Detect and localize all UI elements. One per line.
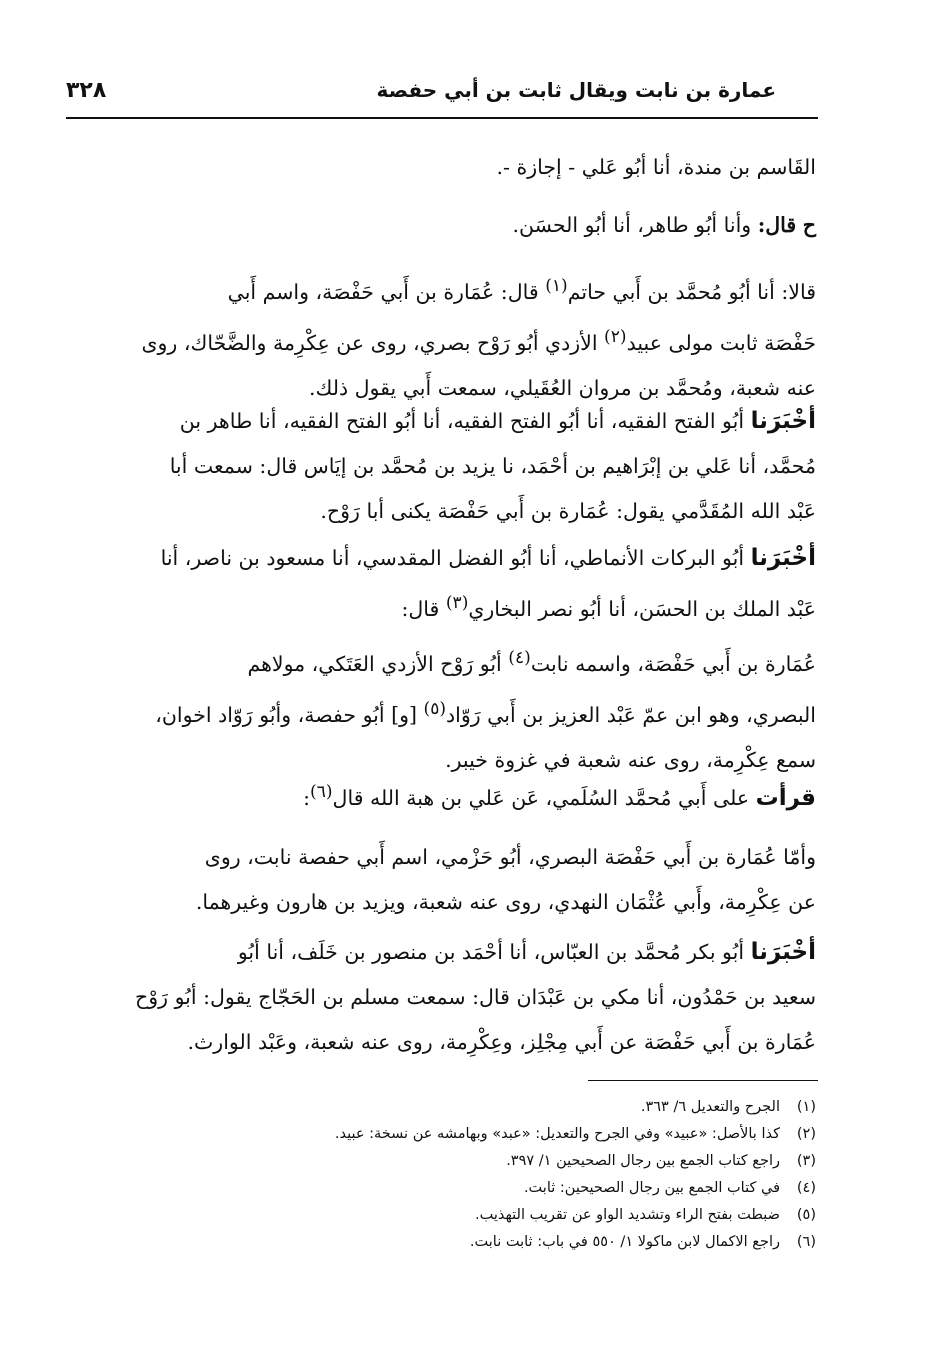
footnote-text: كذا بالأصل: «عبيد» وفي الجرح والتعديل: «عبد» وبهامشه عن نسخة: عبيد. <box>334 1126 780 1142</box>
text-line: عُمَارة بن أَبي حَفْصَة عن أَبي مِجْلِز، وعِكْرِمة، روى عنه شعبة، وعَبْد الوارث. <box>187 1030 816 1054</box>
text-segment: قال: عُمَارة بن أَبي حَفْصَة، واسم أَبي <box>227 279 539 304</box>
paragraph-text: وأنا أبُو طاهر، أنا أبُو الحسَن. <box>512 213 752 237</box>
text-line <box>70 536 816 581</box>
footnote-ref-5: (٥) <box>423 698 447 719</box>
header-rule <box>66 117 818 119</box>
akhbarana-label: أخْبَرَنا <box>750 939 816 965</box>
footnote-number: (١) <box>796 1099 816 1115</box>
footnote <box>116 1175 816 1202</box>
paragraph-2 <box>70 203 816 248</box>
footnote-text: الجرح والتعديل ٦/ ٣٦٣. <box>640 1099 780 1115</box>
text-line <box>70 687 816 738</box>
footnotes <box>116 1094 816 1256</box>
akhbarana-label: أخْبَرَنا <box>750 545 816 571</box>
page-number: ٣٢٨ <box>66 78 107 103</box>
footnote-number: (٣) <box>796 1153 816 1169</box>
paragraph-3 <box>70 264 816 411</box>
text-line <box>70 399 816 444</box>
paragraph-text: القَاسم بن مندة، أنا أبُو عَلي - إجازة -. <box>496 155 816 179</box>
text-line: وأمّا عُمَارة بن أَبي حَفْصَة البصري، أبُو حَزْمي، اسم أَبي حفصة نابت، روى <box>204 845 816 869</box>
footnote-ref-1: (١) <box>545 276 568 296</box>
text-line: مُحمَّد، أنا عَلي بن إبْرَاهيم بن أحْمَد، نا يزيد بن مُحمَّد بن إيَاس قال: سمعت أبا <box>169 454 816 478</box>
isnad-switch-symbol: ح <box>802 213 816 237</box>
text-line: عَبْد الله المُقَدَّمي يقول: عُمَارة بن أَبي حَفْصَة يكنى أبا رَوْح. <box>320 499 816 523</box>
paragraph-5 <box>70 536 816 632</box>
text-segment: أبُو الفتح الفقيه، أنا أبُو الفتح الفقيه، أنا أبُو الفتح الفقيه، أنا طاهر بن <box>179 409 745 433</box>
text-segment: على أَبي مُحمَّد السُلَمي، عَن عَلي بن هبة الله قال <box>332 785 750 810</box>
akhbarana-label: أخْبَرَنا <box>750 408 816 434</box>
paragraph-4 <box>70 399 816 534</box>
footnote-text: راجع الاكمال لابن ماكولا ١/ ٥٥٠ في باب: ثابت نابت. <box>469 1234 780 1250</box>
text-segment: أبُو رَوْح الأزدي العَتَكي، مولاهم <box>247 651 502 676</box>
footnote <box>116 1094 816 1121</box>
text-segment: الأزدي أبُو رَوْح بصري، روى عن عِكْرِمة والضَّحّاك، روى <box>141 330 598 355</box>
text-segment: البصري، وهو ابن عمّ عَبْد العزيز بن أَبي رَوّاد <box>446 702 816 727</box>
text-segment: قال: <box>401 596 440 621</box>
text-line: عن عِكْرِمة، وأَبي عُثْمَان النهدي، روى عنه شعبة، ويزيد بن هارون وغيرهما. <box>195 890 816 914</box>
paragraph-9 <box>70 930 816 1065</box>
footnote-ref-6: (٦) <box>310 782 333 802</box>
text-line <box>70 930 816 975</box>
footnote <box>116 1202 816 1229</box>
footnote-ref-3: (٣) <box>445 593 469 613</box>
footnote-ref-2: (٢) <box>604 326 627 347</box>
footnote-number: (٥) <box>796 1207 816 1223</box>
text-segment: عَبْد الملك بن الحسَن، أنا أبُو نصر البخاري <box>468 596 816 621</box>
text-segment: حَفْصَة ثابت مولى عبيد <box>626 330 816 355</box>
footnote <box>116 1229 816 1256</box>
text-line <box>70 636 816 687</box>
footnote-text: في كتاب الجمع بين رجال الصحيحين: ثابت. <box>523 1180 780 1196</box>
running-title: عمارة بن نابت ويقال ثابت بن أبي حفصة <box>376 78 776 102</box>
footnote <box>116 1121 816 1148</box>
footnote-number: (٤) <box>796 1180 816 1196</box>
paragraph-1 <box>70 145 816 190</box>
text-line <box>70 264 816 315</box>
footnote-text: راجع كتاب الجمع بين رجال الصحيحين ١/ ٣٩٧. <box>506 1153 780 1169</box>
paragraph-8 <box>70 835 816 925</box>
paragraph-7 <box>70 770 816 821</box>
qarat-label: قرأت <box>755 784 816 811</box>
text-line <box>70 581 816 632</box>
footnote-number: (٢) <box>796 1126 816 1142</box>
text-segment: عُمَارة بن أَبي حَفْصَة، واسمه نابت <box>530 651 816 676</box>
text-line: سعيد بن حَمْدُون، أنا مكي بن عَبْدَان قال: سمعت مسلم بن الحَجّاج يقول: أبُو رَوْح <box>135 985 816 1009</box>
text-segment: : <box>303 785 311 810</box>
text-segment: أبُو البركات الأنماطي، أنا أبُو الفضل المقدسي، أنا مسعود بن ناصر، أنا <box>160 546 745 570</box>
paragraph-6 <box>70 636 816 783</box>
footnote-ref-4: (٤) <box>508 648 531 668</box>
text-line <box>70 315 816 366</box>
footnote-text: ضبطت بفتح الراء وتشديد الواو عن تقريب التهذيب. <box>474 1207 780 1223</box>
footnote <box>116 1148 816 1175</box>
footnote-rule <box>588 1080 818 1081</box>
text-segment: قالا: أنا أبُو مُحمَّد بن أَبي حاتم <box>567 279 816 304</box>
text-segment: [و] أبُو حفصة، وأبُو رَوّاد اخوان، <box>155 702 417 727</box>
text-line: سمع عِكْرِمة، روى عنه شعبة في غزوة خيبر. <box>445 747 816 772</box>
footnote-number: (٦) <box>796 1234 816 1250</box>
text-segment: أبُو بكر مُحمَّد بن العبّاس، أنا أحْمَد بن منصور بن خَلَف، أنا أبُو <box>237 940 745 964</box>
text-line: عنه شعبة، ومُحمَّد بن مروان العُقَيلي، سمعت أَبي يقول ذلك. <box>308 375 816 400</box>
qala-label: قال: <box>757 213 797 237</box>
